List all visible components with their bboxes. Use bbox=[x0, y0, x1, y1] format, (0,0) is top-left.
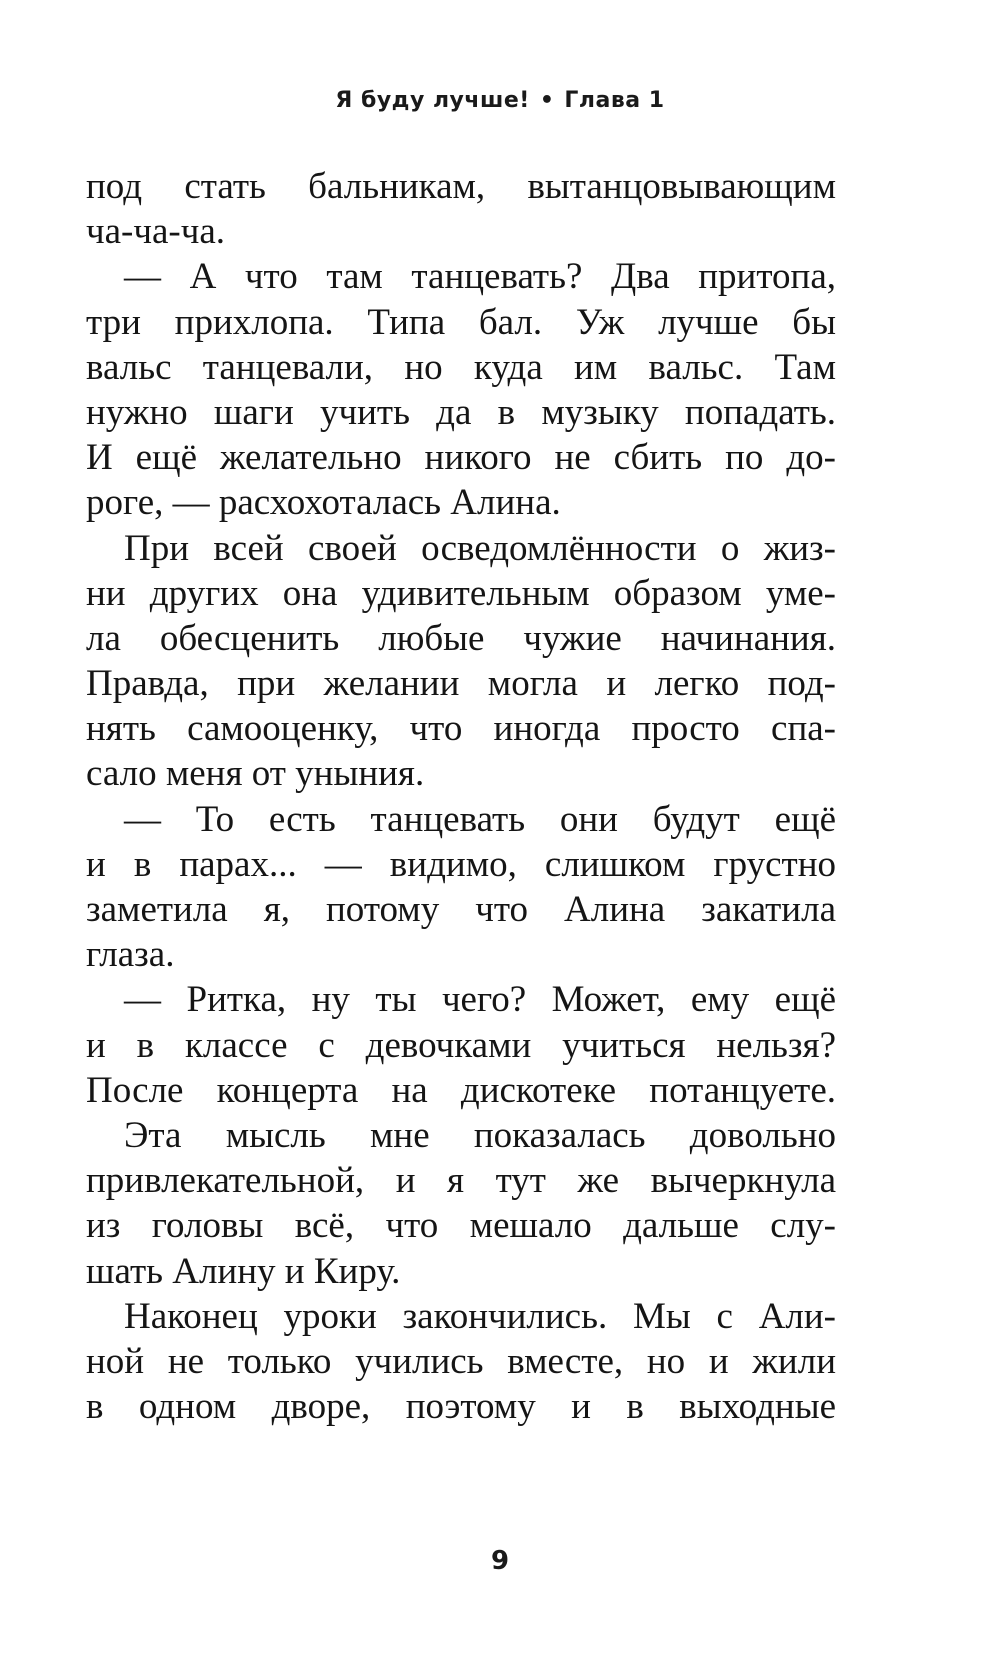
running-head-separator: • bbox=[539, 88, 555, 113]
text-line: ча-ча-ча. bbox=[86, 211, 225, 253]
paragraph bbox=[86, 1113, 836, 1294]
text-line: шать Алину и Киру. bbox=[86, 1250, 401, 1292]
text-line: нять самооценку, что иногда просто спа- bbox=[86, 708, 836, 750]
text-line: роге, — расхохоталась Алина. bbox=[86, 482, 561, 524]
text-line: При всей своей осведомлённости о жиз- bbox=[124, 527, 836, 569]
text-line: И ещё желательно никого не сбить по до- bbox=[86, 437, 836, 479]
text-line: После концерта на дискотеке потанцуете. bbox=[86, 1069, 836, 1111]
text-line: и в классе с девочками учиться нельзя? bbox=[86, 1024, 836, 1066]
text-line: ла обесценить любые чужие начинания. bbox=[86, 617, 836, 659]
text-line: в одном дворе, поэтому и в выходные bbox=[86, 1386, 836, 1428]
paragraph bbox=[86, 797, 836, 978]
text-line: глаза. bbox=[86, 934, 175, 976]
text-line: — Ритка, ну ты чего? Может, ему ещё bbox=[124, 979, 836, 1021]
text-line: три прихлопа. Типа бал. Уж лучше бы bbox=[86, 301, 836, 343]
running-head-chapter: Глава 1 bbox=[564, 88, 665, 113]
text-line: Правда, при желании могла и легко под- bbox=[86, 663, 836, 705]
text-line: Наконец уроки закончились. Мы с Али- bbox=[124, 1295, 836, 1337]
paragraph bbox=[86, 254, 836, 525]
text-line: ни других она удивительным образом уме- bbox=[86, 572, 836, 614]
text-line: — То есть танцевать они будут ещё bbox=[124, 798, 836, 840]
running-head bbox=[0, 88, 1000, 113]
text-line: нужно шаги учить да в музыку попадать. bbox=[86, 391, 836, 433]
paragraph bbox=[86, 526, 836, 797]
text-line: привлекательной, и я тут же вычеркнула bbox=[86, 1160, 836, 1202]
paragraph bbox=[86, 164, 836, 254]
text-line: заметила я, потому что Алина закатила bbox=[86, 889, 836, 930]
running-head-title: Я буду лучше! bbox=[335, 88, 530, 113]
text-line: ной не только учились вместе, но и жили bbox=[86, 1340, 836, 1382]
text-line: вальс танцевали, но куда им вальс. Там bbox=[86, 346, 836, 388]
paragraph bbox=[86, 1294, 836, 1430]
text-line: — А что там танцевать? Два притопа, bbox=[124, 256, 836, 298]
text-line: под стать бальникам, вытанцовывающим bbox=[86, 166, 836, 207]
page-number: 9 bbox=[490, 1546, 510, 1576]
paragraph bbox=[86, 977, 836, 1113]
text-line: и в парах... — видимо, слишком грустно bbox=[86, 843, 836, 885]
text-line: сало меня от уныния. bbox=[86, 753, 425, 795]
body-text bbox=[86, 164, 836, 1429]
text-line: Эта мысль мне показалась довольно bbox=[124, 1114, 836, 1156]
text-line: из головы всё, что мешало дальше слу- bbox=[86, 1205, 836, 1247]
